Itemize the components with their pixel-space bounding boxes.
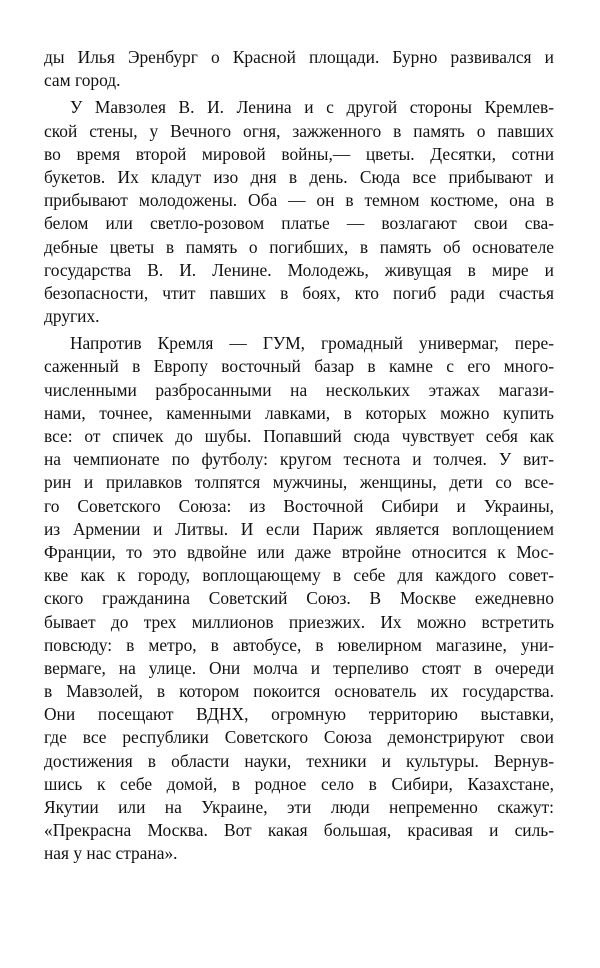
text-line: ской стены, у Вечного огня, зажженного в память о павших <box>44 120 554 141</box>
text-line: го Советского Союза: из Восточной Сибири и Украины, <box>44 495 554 516</box>
text-line: бывает до трех миллионов приезжих. Их можно встретить <box>44 611 554 632</box>
paragraph-3 <box>44 332 554 865</box>
text-line: численными разбросанными на нескольких этажах магази- <box>44 379 554 400</box>
text-line: других. <box>44 306 100 327</box>
text-line: Они посещают ВДНХ, огромную территорию выставки, <box>44 704 554 725</box>
text-line: повсюду: в метро, в автобусе, в ювелирном магазине, уни- <box>44 634 554 655</box>
text-line: ского гражданина Советский Союз. В Москве ежедневно <box>44 588 554 609</box>
text-line: кве как к городу, воплощающему в себе для каждого совет- <box>44 565 554 586</box>
paragraph-1 <box>44 46 554 92</box>
text-line: ды Илья Эренбург о Красной площади. Бурно развивался и <box>44 47 554 67</box>
text-line: букетов. Их кладут изо дня в день. Сюда все прибывают и <box>44 166 554 187</box>
text-line: где все республики Советского Союза демонстрируют свои <box>44 727 554 748</box>
text-line: У Мавзолея В. И. Ленина и с другой стороны Кремлев- <box>70 97 554 118</box>
text-line: дебные цветы в память о погибших, в память об основателе <box>44 236 554 257</box>
text-line: Якутии или на Украине, эти люди непременно скажут: <box>44 797 554 817</box>
text-line: Франции, то это вдвойне или даже втройне относится к Мос- <box>44 541 554 562</box>
text-line: все: от спичек до шубы. Попавший сюда чувствует себя как <box>44 426 554 446</box>
text-line: вермаге, на улице. Они молча и терпеливо стоят в очереди <box>44 657 554 678</box>
text-line: сам город. <box>44 70 121 91</box>
text-line: в Мавзолей, в котором покоится основатель их государства. <box>44 681 554 702</box>
text-line: государства В. И. Ленине. Молодежь, живущая в мире и <box>44 259 554 280</box>
text-line: Напротив Кремля — ГУМ, громадный универмаг, пере- <box>70 333 554 354</box>
text-line: на чемпионате по футболу: кругом теснота и толчея. У вит- <box>44 449 554 470</box>
text-line: прибывают молодожены. Оба — он в темном костюме, она в <box>44 190 554 211</box>
text-line: из Армении и Литвы. И если Париж является воплощением <box>44 518 554 539</box>
text-line: ная у нас страна». <box>44 843 178 864</box>
text-line: белом или светло-розовом платье — возлагают свои сва- <box>44 213 554 234</box>
text-line: шись к себе домой, в родное село в Сибири, Казахстане, <box>44 773 554 794</box>
text-line: достижения в области науки, техники и культуры. Вернув- <box>44 750 554 771</box>
text-line: «Прекрасна Москва. Вот какая большая, красивая и силь- <box>44 820 554 841</box>
text-line: рин и прилавков толпятся мужчины, женщины, дети со все- <box>44 472 554 493</box>
text-line: саженный в Европу восточный базар в камне с его много- <box>44 356 554 377</box>
text-line: во время второй мировой войны,— цветы. Десятки, сотни <box>44 143 554 164</box>
text-line: нами, точнее, каменными лавками, в которых можно купить <box>44 402 554 423</box>
paragraph-2 <box>44 96 554 328</box>
text-line: безопасности, чтит павших в боях, кто погиб ради счастья <box>44 282 554 303</box>
document-page <box>44 46 554 870</box>
